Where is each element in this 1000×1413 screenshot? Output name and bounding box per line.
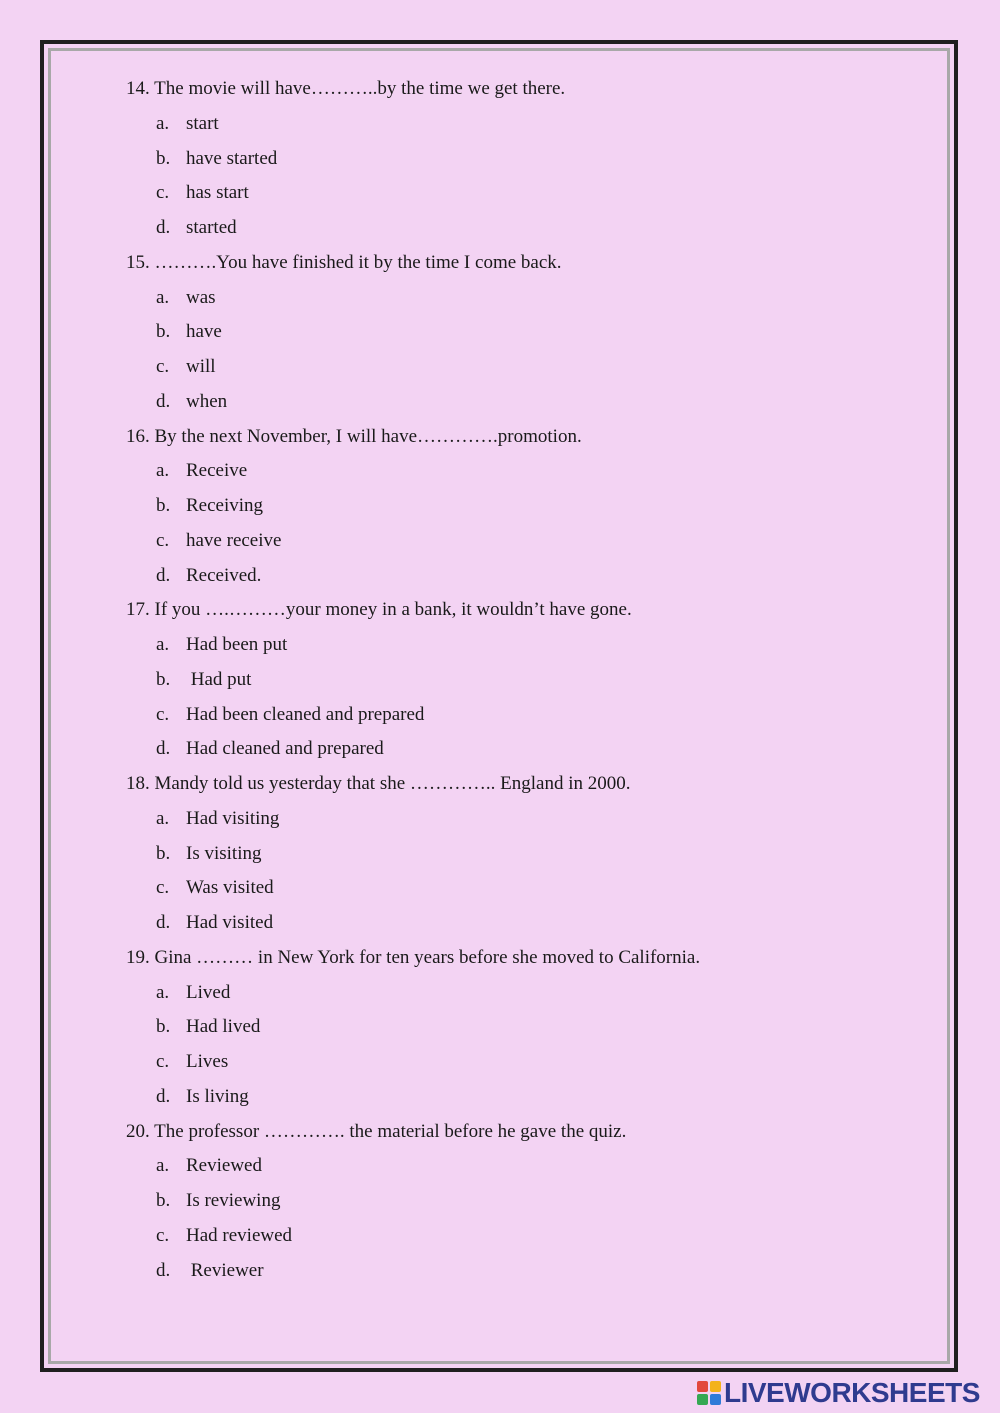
answer-option xyxy=(126,559,926,594)
answer-option xyxy=(126,350,926,385)
answer-option xyxy=(126,802,926,837)
answer-option xyxy=(126,1184,926,1219)
answer-option xyxy=(126,698,926,733)
option-text: Had put xyxy=(186,668,252,690)
answer-option xyxy=(126,107,926,142)
answer-option xyxy=(126,1080,926,1115)
question-prompt: 20. The professor …………. the material before he gave the quiz. xyxy=(126,1120,627,1142)
answer-option xyxy=(126,906,926,941)
question-prompt: 14. The movie will have………..by the time we get there. xyxy=(126,78,566,99)
option-letter: a. xyxy=(156,1155,170,1177)
option-letter: a. xyxy=(156,981,170,1003)
option-letter: c. xyxy=(156,877,170,899)
option-text: Had been cleaned and prepared xyxy=(186,703,425,725)
question-prompt: 18. Mandy told us yesterday that she ………….. England in 2000. xyxy=(126,773,631,794)
option-text: Was visited xyxy=(186,877,274,899)
logo-icon-square-green xyxy=(697,1394,708,1405)
option-letter: a. xyxy=(156,807,170,829)
option-letter: d. xyxy=(156,912,171,933)
answer-option xyxy=(126,281,926,316)
option-text: have started xyxy=(186,147,278,169)
option-letter: c. xyxy=(156,356,170,377)
option-letter: a. xyxy=(156,634,170,655)
option-letter: b. xyxy=(156,321,171,343)
answer-option xyxy=(126,1149,926,1184)
option-text: start xyxy=(186,112,219,134)
question-prompt: 15. ……….You have finished it by the time I come back. xyxy=(126,251,562,273)
option-letter: b. xyxy=(156,668,171,690)
option-text: Is living xyxy=(186,1085,249,1107)
option-text: Is reviewing xyxy=(186,1190,281,1211)
option-letter: a. xyxy=(156,460,170,482)
option-text: Reviewed xyxy=(186,1155,262,1177)
answer-option xyxy=(126,1254,926,1289)
answer-option xyxy=(126,489,926,524)
option-text: Is visiting xyxy=(186,842,262,864)
answer-option xyxy=(126,1010,926,1045)
answer-option xyxy=(126,976,926,1011)
option-text: when xyxy=(186,390,228,412)
option-text: will xyxy=(186,356,216,377)
option-letter: d. xyxy=(156,564,171,586)
answer-option xyxy=(126,837,926,872)
option-text: Lived xyxy=(186,981,231,1003)
option-letter: d. xyxy=(156,1085,171,1107)
answer-option xyxy=(126,1219,926,1254)
option-text: was xyxy=(186,286,216,308)
option-letter: c. xyxy=(156,529,170,551)
option-letter: d. xyxy=(156,1259,171,1281)
answer-option xyxy=(126,142,926,177)
answer-option xyxy=(126,524,926,559)
option-text: Had reviewed xyxy=(186,1224,293,1246)
question-list xyxy=(126,72,926,1288)
option-letter: d. xyxy=(156,217,171,238)
logo-text: LIVEWORKSHEETS xyxy=(724,1377,980,1408)
option-text: Receive xyxy=(186,460,248,482)
option-letter: c. xyxy=(156,1224,170,1246)
option-text: Had visiting xyxy=(186,807,280,829)
option-text: have receive xyxy=(186,529,282,551)
option-letter: b. xyxy=(156,495,171,516)
option-letter: b. xyxy=(156,1190,171,1211)
option-text: have xyxy=(186,321,222,343)
option-letter: b. xyxy=(156,842,171,864)
question-prompt: 16. By the next November, I will have………….promotion. xyxy=(126,425,582,447)
question-prompt: 19. Gina ……… in New York for ten years before she moved to California. xyxy=(126,946,701,968)
liveworksheets-logo-icon xyxy=(697,1381,721,1405)
logo-icon-square-yellow xyxy=(710,1381,721,1392)
option-letter: a. xyxy=(156,112,170,134)
option-letter: c. xyxy=(156,703,170,725)
option-text: Reviewer xyxy=(186,1259,264,1281)
logo-icon-square-red xyxy=(697,1381,708,1392)
option-text: Had cleaned and prepared xyxy=(186,738,384,760)
option-text: started xyxy=(186,217,237,238)
answer-option xyxy=(126,1045,926,1080)
option-text: Receiving xyxy=(186,495,264,516)
answer-option xyxy=(126,454,926,489)
option-text: has start xyxy=(186,182,249,204)
option-text: Lives xyxy=(186,1051,229,1072)
option-letter: c. xyxy=(156,182,170,204)
option-text: Had been put xyxy=(186,634,288,655)
answer-option xyxy=(126,385,926,420)
option-letter: b. xyxy=(156,147,171,169)
option-letter: d. xyxy=(156,738,171,760)
answer-option xyxy=(126,211,926,246)
answer-option xyxy=(126,176,926,211)
answer-option xyxy=(126,628,926,663)
option-letter: d. xyxy=(156,390,171,412)
answer-option xyxy=(126,315,926,350)
answer-option xyxy=(126,663,926,698)
question-prompt: 17. If you ….………your money in a bank, it wouldn’t have gone. xyxy=(126,599,632,621)
option-letter: a. xyxy=(156,286,170,308)
logo-icon-square-blue xyxy=(710,1394,721,1405)
option-letter: c. xyxy=(156,1051,170,1072)
option-text: Received. xyxy=(186,564,262,586)
option-text: Had lived xyxy=(186,1016,261,1038)
option-text: Had visited xyxy=(186,912,274,933)
option-letter: b. xyxy=(156,1016,171,1038)
liveworksheets-logo xyxy=(697,1378,980,1408)
answer-option xyxy=(126,732,926,767)
answer-option xyxy=(126,871,926,906)
